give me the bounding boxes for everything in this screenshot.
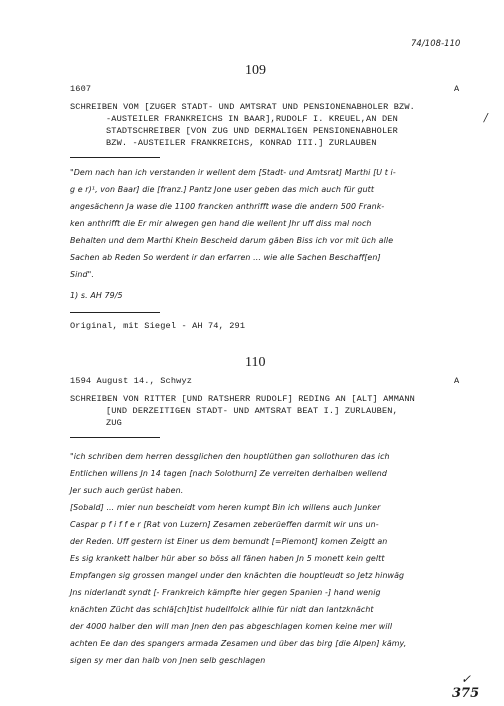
- doc109-body-line-6: Sachen ab Reden So werdent ir dan erfarren ... wie alle Sachen Beschaff[en]: [70, 253, 381, 262]
- doc110-body-line-11: der 4000 halber den will man Jnen den pas abgeschlagen komen keine mer will: [70, 622, 393, 631]
- doc109-source: Original, mit Siegel - AH 74, 291: [70, 321, 246, 331]
- doc110-body-line-4: [Sobald] ... mier nun bescheidt vom heren kumpt Bin ich willens auch Junker: [70, 503, 381, 512]
- doc110-body-line-12: achten Ee dan des spangers armada Zesamen und über das birg [die Alpen] kämy,: [70, 639, 407, 648]
- doc110-body-line-10: knächten Züсht das schlä[ch]tist hudellfolck allhie für nidt dan lantzknächt: [70, 605, 374, 614]
- doc109-body-line-2: g e r)¹, von Baar] die [franz.] Pantz Jone user geben das mich auch für gutt: [70, 185, 375, 194]
- doc109-body-line-4: ken anthrifft die Er mir alwegen gen hand die wellent Jhr uff diss mal noch: [70, 219, 372, 228]
- doc110-heading-line-3: ZUG: [106, 418, 122, 428]
- doc109-body-line-5: Behalten und dem Marthi Khein Bescheid darum gäben Biss ich vor mit üch alle: [70, 236, 394, 245]
- doc109-footnote-rule: [70, 312, 160, 313]
- doc110-body-line-3: Jer such auch gerüst haben.: [70, 486, 184, 495]
- document-number-109: 109: [245, 63, 266, 78]
- doc110-body-line-7: Es sig krankett halber hür aber so böss all fänen haben Jn 5 monett kein geltt: [70, 554, 385, 563]
- doc109-separator-rule: [70, 157, 160, 158]
- doc110-body-line-1: "ich schriben dem herren dessglichen den houptlüthen gan sollothuren das ich: [70, 452, 390, 461]
- doc109-year: 1607: [70, 84, 92, 94]
- handwritten-page-number: 375: [452, 686, 480, 701]
- doc110-body-line-9: Jns niderlandt syndt [- Frankreich kämpfte hier gegen Spanien -] hand wenig: [70, 588, 381, 597]
- doc109-body-line-1: "Dem nach han ich verstanden ir wellent dem [Stadt- und Amtsrat] Marthi [U t i-: [70, 168, 396, 177]
- margin-mark: /: [484, 111, 488, 124]
- doc110-body-line-13: sigen sy mer dan halb von Jnen selb geschlagen: [70, 656, 266, 665]
- doc110-class-letter: A: [454, 376, 460, 386]
- doc110-body-line-8: Empfangen sig grossen mangel under den knächten die houptleudt so Jetz hinwäg: [70, 571, 405, 580]
- doc110-heading-line-1: SCHREIBEN VON RITTER [UND RATSHERR RUDOLF] REDING AN [ALT] AMMANN: [70, 394, 415, 404]
- doc110-body-line-5: Caspar p f i f f e r [Rat von Luzern] Zesamen zeberüeffen darmit wir uns un-: [70, 520, 379, 529]
- doc109-body-line-7: Sind".: [70, 270, 94, 279]
- doc110-heading-line-2: [UND DERZEITIGEN STADT- UND AMTSRAT BEAT I.] ZURLAUBEN,: [106, 406, 398, 416]
- doc109-heading-line-2: -AUSTEILER FRANKREICHS IN BAAR],RUDOLF I. KREUEL,AN DEN: [106, 114, 398, 124]
- doc110-separator-rule: [70, 437, 160, 438]
- doc109-body-line-3: angesächenn Ja wase die 1100 francken anthrifft wase die andern 500 Frank-: [70, 202, 385, 211]
- doc110-date: 1594 August 14., Schwyz: [70, 376, 193, 386]
- doc109-footnote: 1) s. AH 79/5: [70, 291, 123, 300]
- doc109-class-letter: A: [454, 84, 460, 94]
- page-reference-number: 74/108-110: [411, 38, 461, 48]
- checkmark-icon: ✓: [461, 672, 472, 686]
- doc109-heading-line-4: BZW. -AUSTEILER FRANKREICHS, KONRAD III.] ZURLAUBEN: [106, 138, 377, 148]
- doc110-body-line-2: Entlichen willens Jn 14 tagen [nach Solothurn] Ze verreiten derhalben wellend: [70, 469, 387, 478]
- document-number-110: 110: [245, 355, 266, 370]
- doc110-body-line-6: der Reden. Uff gestern ist Einer us dem bemundt [=Piemont] komen Zeigtt an: [70, 537, 388, 546]
- doc109-heading-line-1: SCHREIBEN VOM [ZUGER STADT- UND AMTSRAT UND PENSIONENABHOLER BZW.: [70, 102, 415, 112]
- doc109-heading-line-3: STADTSCHREIBER [VON ZUG UND DERMALIGEN PENSIONENABHOLER: [106, 126, 398, 136]
